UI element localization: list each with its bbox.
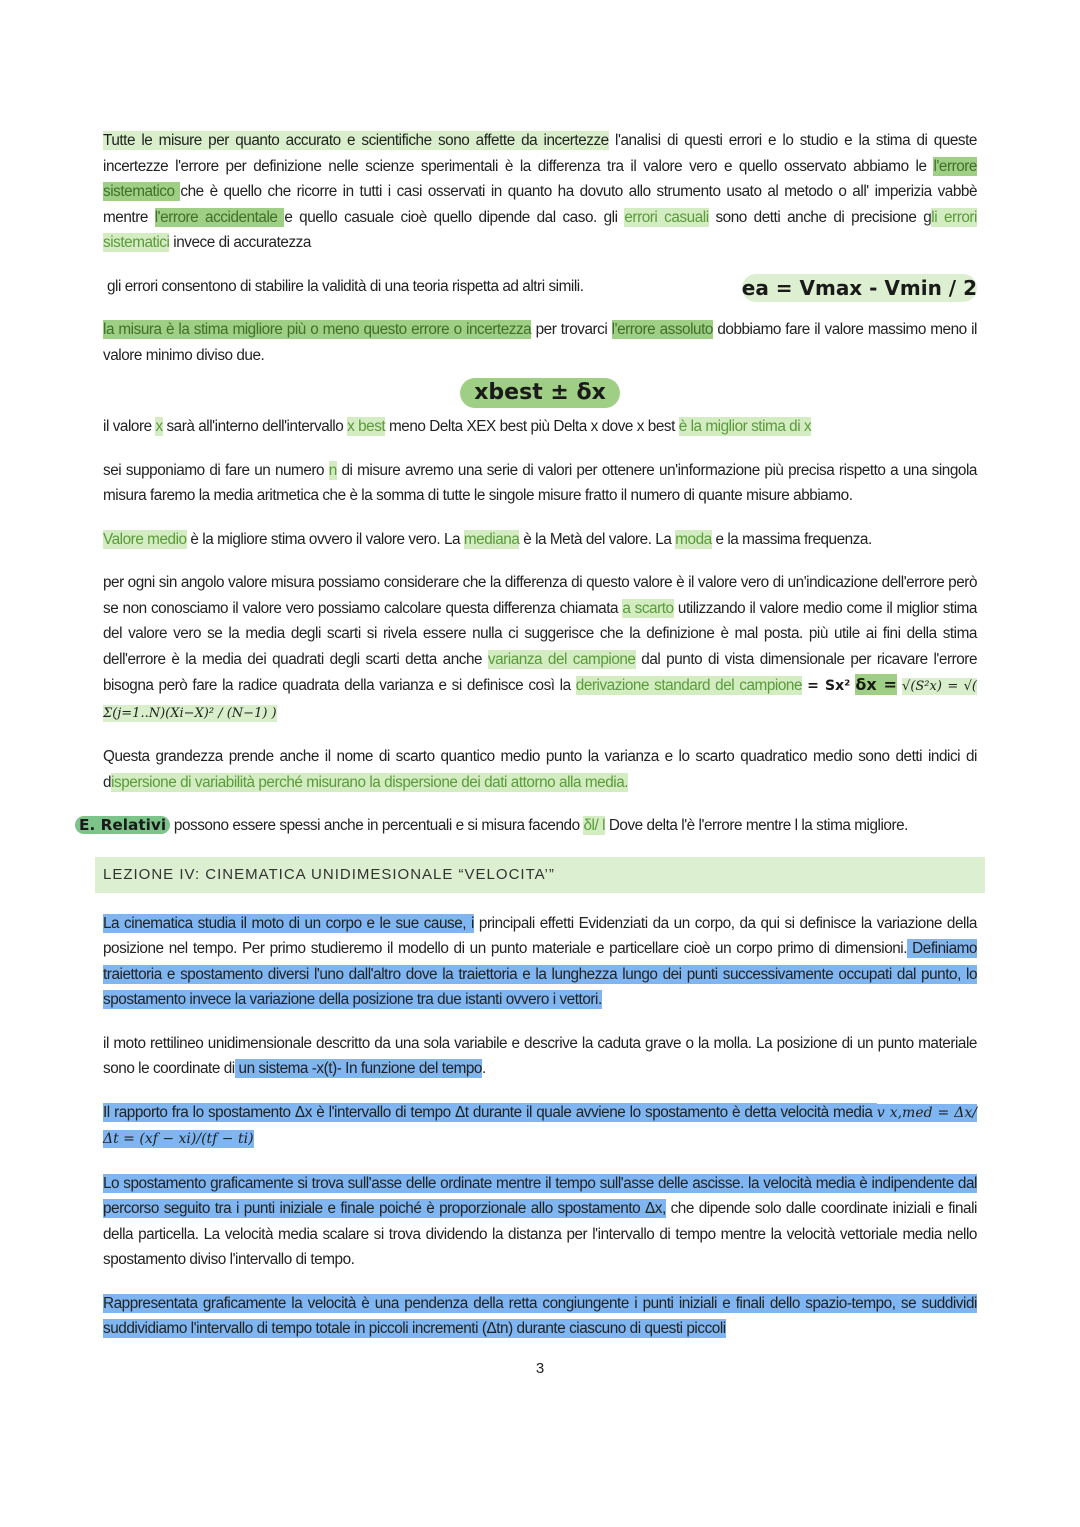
text-segment: sarà all'interno dell'intervallo (162, 418, 348, 435)
text-segment: che è quello che ricorre in tutti i casi osservati in quanto ha dovuto allo strumento usato al metodo o all' imperizia vabbè mentre (103, 183, 978, 226)
highlighted-text: mediana (463, 530, 520, 548)
text-segment: di misure avremo una serie di valori per ottenere un'informazione più precisa rispetto a una singola misura faremo la media aritmetica che è la somma di tutte le singole misure fratto il numero di quante misure abbiamo. (103, 461, 977, 504)
paragraph-graph (103, 1171, 977, 1273)
text-segment: possono essere spessi anche in percentuali e si misura facendo (170, 817, 584, 834)
page-number: 3 (535, 1359, 545, 1377)
paragraph-interval (103, 414, 977, 440)
text-segment: per trovarci (531, 321, 612, 338)
handwritten-sx2: = Sx² (807, 678, 851, 694)
paragraph-kinematics (103, 911, 977, 1013)
text-segment: principali effetti Evidenziati da un corpo, da qui si definisce la variazione della posizione nel tempo. Per primo studieremo il modello di un punto materiale e particellare cioè un corpo primo di dimensioni. (103, 914, 977, 957)
text-segment: il valore (103, 418, 156, 435)
text-segment: invece di accuratezza (169, 234, 311, 251)
text-segment: utilizzando il valore medio come il miglior stima del valore vero se la media degli scarti si rivela essere nulla ci suggerisce che la definizione è mal posta. più utile ai fini della stima dell'errore è la media dei quadrati degli scarti detta anche (103, 599, 977, 668)
handwritten-xbest: xbest ± δx (460, 378, 620, 408)
text-segment: e quello casuale cioè quello dipende dal caso. gli (284, 208, 625, 226)
highlighted-text: n (328, 461, 337, 479)
highlighted-text: La cinematica studia il moto di un corpo e le sue cause, i (103, 914, 474, 932)
text-segment: dobbiamo fare il valore massimo meno il valore minimo diviso due. (103, 321, 977, 364)
paragraph-average-velocity (103, 1100, 977, 1153)
text-segment: è la migliore stima ovvero il valore vero. La (186, 530, 464, 548)
relative-word: Relativi (100, 816, 167, 834)
highlighted-text: Rappresentata graficamente la velocità è una pendenza della retta congiungente i punti iniziali e finali dello spazio-tempo, se suddividi suddividiamo l'intervallo di tempo totale in piccoli incrementi (Δtn) durante ciascuno di questi piccoli (103, 1294, 977, 1337)
paragraph-relative (79, 813, 977, 839)
text-segment: è la Metà del valore. La (519, 530, 676, 548)
paragraph-variance (103, 570, 977, 726)
xbest-row (103, 378, 977, 408)
highlighted-text: è la miglior stima di x (678, 418, 812, 435)
highlighted-text: varianza del campione (487, 650, 636, 668)
text-segment: gli errori consentono di stabilire la validità di una teoria rispetta ad altri simili. (107, 277, 584, 295)
text-segment: sono detti anche di precisione g (708, 208, 932, 226)
highlighted-text: l'errore sistematico (103, 157, 977, 200)
highlighted-text: un sistema -x(t)- In funzione del tempo (234, 1060, 482, 1077)
text-segment: Questa grandezza prende anche il nome di scarto quantico medio punto la varianza e lo scarto quadratico medio sono detti indici di d (103, 748, 977, 791)
highlighted-text: Definiamo traiettoria e spostamento diversi l'uno dall'altro dove la traiettoria e la lunghezza lungo dei punti successivamente occupati dal punto, lo spostamento invece la variazione della posizione tra due istanti ovvero i vettori. (103, 940, 977, 1008)
validity-text (107, 277, 584, 296)
text-segment: l'analisi di questi errori e lo studio e la stima di queste incertezze l'errore per definizione nelle scienze sperimentali è la differenza tra il valore vero e quello osservato abbiamo le (103, 132, 977, 175)
velocity-formula: v x,med = Δx/Δt = (xf − xi)/(tf − ti) (103, 1104, 977, 1147)
relative-prefix: E. (79, 816, 96, 834)
relative-text (170, 816, 908, 835)
highlighted-text: x (155, 418, 163, 435)
highlighted-text: Il rapporto fra lo spostamento Δx è l'intervallo di tempo Δt durante il quale avviene lo spostamento è detta velocità media (103, 1103, 877, 1121)
paragraph-motion (103, 1031, 977, 1082)
relative-errors-label (75, 816, 170, 834)
handwritten-dx: δx = (855, 675, 897, 694)
highlighted-text: moda (675, 530, 712, 548)
text-segment: il moto rettilineo unidimensionale descritto da una sola variabile e descrive la caduta grave o la molla. La posizione di un punto materiale sono le coordinate di (103, 1034, 977, 1077)
highlighted-text: Lo spostamento graficamente si trova sull'asse delle ordinate mentre il tempo sull'asse delle ascisse. la velocità media è indipendente dal percorso seguito tra i punti iniziale e finale poiché è proporzionale allo spostamento Δx, (103, 1174, 977, 1217)
paragraph-dispersion (103, 744, 977, 795)
text-segment: meno Delta XEX best più Delta x dove x best (385, 418, 679, 435)
paragraph-slope (103, 1291, 977, 1342)
text-segment: dal punto di vista dimensionale per ricavare l'errore bisogna però fare la radice quadrata della varianza e si definisce così la (103, 650, 978, 694)
paragraph-mean-median-mode (103, 527, 977, 553)
text-segment: che dipende solo dalle coordinate iniziali e finali della particella. La velocità media scalare si trova dividendo la distanza per l'intervallo di tempo mentre la velocità vettoriale media nello spostamento diviso l'intervallo di tempo. (103, 1200, 978, 1268)
handwritten-absolute-error-formula: ea = Vmax - Vmin / 2 (741, 275, 977, 300)
lesson-heading: LEZIONE IV: CINEMATICA UNIDIMESIONALE “VELOCITA’” (95, 857, 985, 893)
highlighted-text: l'errore assoluto (611, 321, 713, 338)
highlighted-text: li errori sistematici (103, 208, 977, 251)
text-segment: sei supponiamo di fare un numero (103, 461, 329, 479)
text-segment: . (481, 1060, 486, 1077)
highlighted-text: la misura è la stima migliore più o meno questo errore o incertezza (103, 321, 532, 338)
highlighted-text: l'errore accidentale (154, 208, 285, 226)
velocity-text (103, 1103, 877, 1122)
highlighted-text: errori casuali (624, 208, 709, 226)
highlighted-text: ispersione di variabilità perché misurano la dispersione dei dati attorno alla media. (111, 773, 629, 791)
paragraph-absolute-error (103, 317, 977, 368)
highlighted-text: δl/ l (583, 817, 606, 834)
text-segment: per ogni sin angolo valore misura possiamo considerare che la differenza di questo valore è il valore vero di un'indicazione dell'errore però se non conosciamo il valore vero possiamo calcolare questa differenza chiamata (103, 574, 977, 617)
paragraph-mean (103, 458, 977, 509)
highlighted-text: x best (347, 418, 386, 435)
highlighted-text: Tutte le misure per quanto accurato e scientifiche sono affette da incertezze (103, 132, 609, 149)
highlighted-text: Valore medio (103, 530, 187, 548)
text-segment: e la massima frequenza. (711, 530, 872, 548)
paragraph-errors-intro (103, 128, 977, 256)
text-segment: Dove delta l'è l'errore mentre l la stima migliore. (605, 817, 908, 834)
highlighted-text: a scarto (622, 599, 674, 617)
std-dev-formula: √(S²x) = √( Σ(j=1..N)(Xi−X)² / (N−1) ) (103, 679, 977, 721)
highlighted-text: derivazione standard del campione (575, 677, 803, 694)
paragraph-validity (107, 274, 977, 300)
